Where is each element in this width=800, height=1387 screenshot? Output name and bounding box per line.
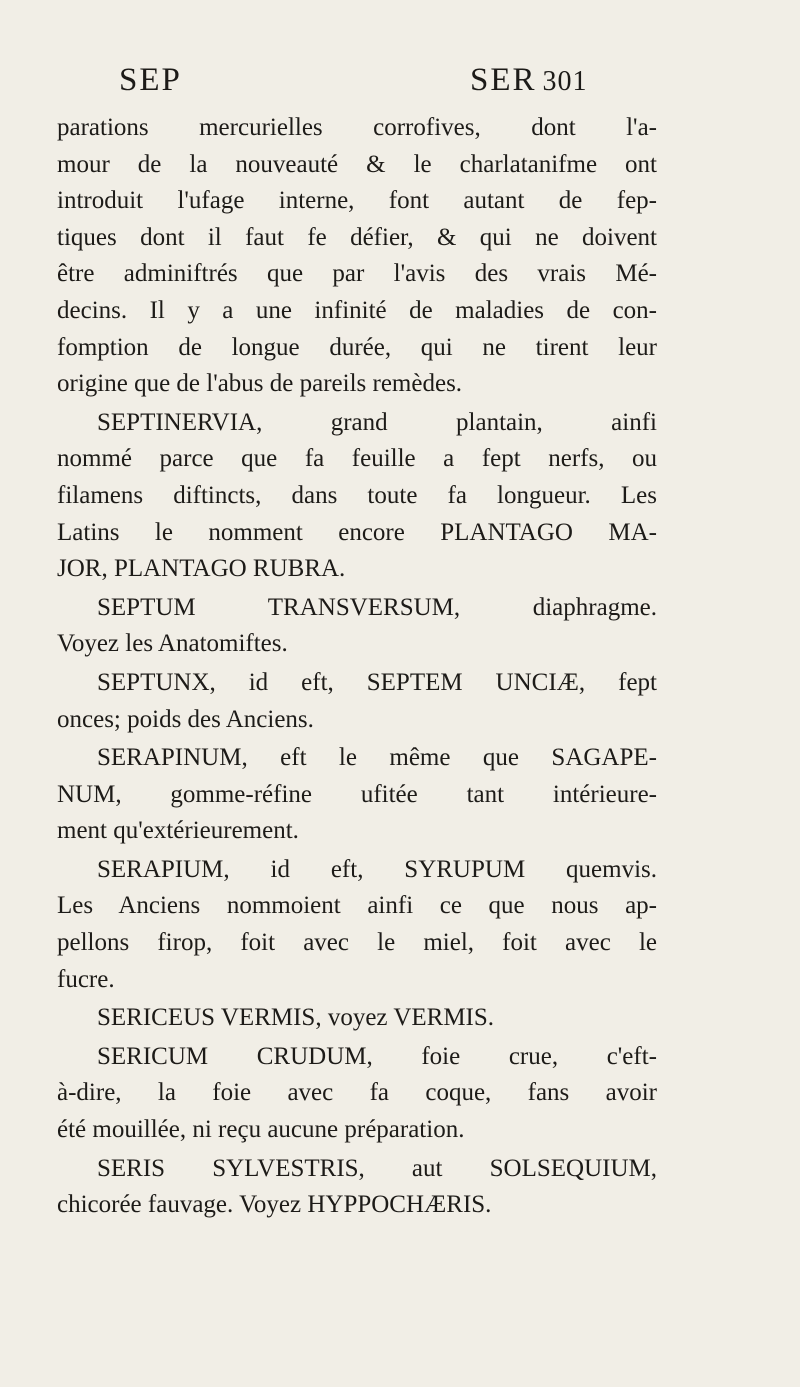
- text-line: SERIS SYLVESTRIS, aut SOLSEQUIUM,: [97, 1154, 657, 1182]
- entry-sericeus-vermis: [57, 1000, 657, 1037]
- text-line: SERAPINUM, eft le même que SAGAPE-: [97, 744, 657, 772]
- text-line: été mouillée, ni reçu aucune préparation.: [57, 1116, 465, 1144]
- entry-sericum-crudum: [57, 1039, 657, 1149]
- entry-septinervia: [57, 405, 657, 588]
- text-line: onces; poids des Anciens.: [57, 705, 314, 733]
- text-line: JOR, PLANTAGO RUBRA.: [57, 555, 346, 583]
- text-line: NUM, gomme-réfine ufitée tant intérieure-: [57, 780, 657, 808]
- text-line: Latins le nomment encore PLANTAGO MA-: [57, 518, 657, 546]
- entry-serapinum: [57, 740, 657, 850]
- text-line: introduit l'ufage interne, font autant de fep-: [57, 187, 657, 215]
- text-line: être adminiftrés que par l'avis des vrais Mé-: [57, 260, 657, 288]
- text-line: filamens diftincts, dans toute fa longueur. Les: [57, 481, 657, 509]
- text-line: SEPTUM TRANSVERSUM, diaphragme.: [97, 593, 657, 621]
- entry-serapium: [57, 852, 657, 998]
- text-line: pellons firop, foit avec le miel, foit avec le: [57, 929, 657, 957]
- text-line: fucre.: [57, 965, 115, 993]
- text-line: Voyez les Anatomiftes.: [57, 630, 288, 658]
- text-line: parations mercurielles corrofives, dont l'a-: [57, 114, 657, 141]
- text-line: SERICEUS VERMIS, voyez VERMIS.: [97, 1004, 495, 1032]
- text-line: origine que de l'abus de pareils remèdes.: [57, 370, 463, 398]
- page-body: [57, 108, 657, 1224]
- text-line: chicorée fauvage. Voyez HYPPOCHÆRIS.: [57, 1191, 492, 1219]
- entry-seris-sylvestris: [57, 1151, 657, 1224]
- text-line: à-dire, la foie avec fa coque, fans avoir: [57, 1079, 657, 1107]
- header-right-guide-word: SER: [470, 62, 537, 98]
- running-header: [0, 62, 800, 102]
- text-line: decins. Il y a une infinité de maladies de con-: [57, 296, 657, 324]
- text-line: ment qu'extérieurement.: [57, 817, 299, 845]
- text-line: tiques dont il faut fe défier, & qui ne doivent: [57, 223, 657, 251]
- text-line: SEPTINERVIA, grand plantain, ainfi: [97, 408, 657, 436]
- text-line: SEPTUNX, id eft, SEPTEM UNCIÆ, fept: [97, 668, 657, 696]
- page-number: 301: [542, 66, 588, 97]
- text-line: fomption de longue durée, qui ne tirent leur: [57, 333, 657, 361]
- text-line: Les Anciens nommoient ainfi ce que nous ap-: [57, 892, 657, 920]
- text-line: nommé parce que fa feuille a fept nerfs, ou: [57, 445, 657, 473]
- entry-septunx: [57, 665, 657, 738]
- text-line: SERAPIUM, id eft, SYRUPUM quemvis.: [97, 855, 657, 883]
- continuation-paragraph: [57, 110, 657, 403]
- text-line: SERICUM CRUDUM, foie crue, c'eft-: [97, 1042, 657, 1070]
- header-left-guide-word: SEP: [119, 62, 182, 98]
- text-line: mour de la nouveauté & le charlatanifme ont: [57, 150, 657, 178]
- header-right: [470, 62, 588, 99]
- entry-septum-transversum: [57, 590, 657, 663]
